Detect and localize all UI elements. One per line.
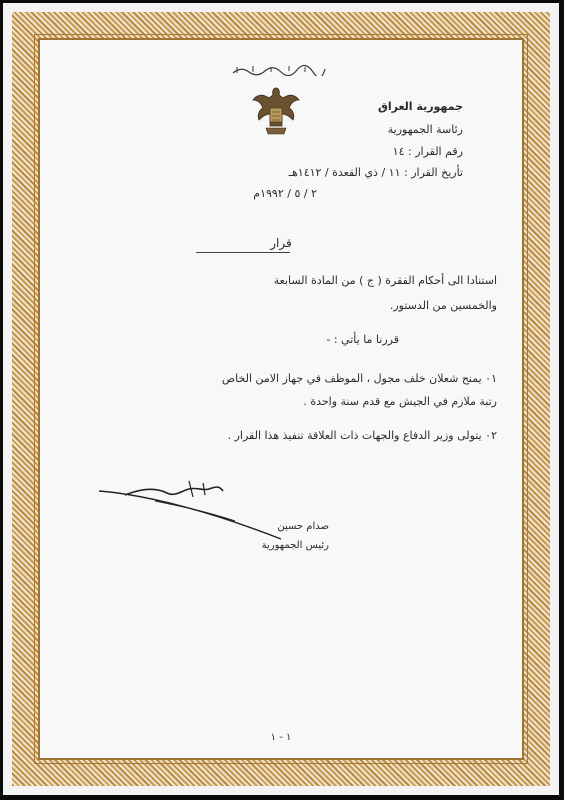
item-1-line-1: ٠١ يمنح شعلان خلف مجول ، الموظف في جهاز الامن الخاص (221, 372, 497, 385)
document-sheet (3, 3, 559, 795)
country-name: جمهورية العراق (378, 100, 463, 113)
handwritten-signature (85, 477, 305, 547)
page-marker: ١ - ١ (270, 732, 292, 743)
iraq-eagle-emblem-icon (251, 82, 301, 140)
item-2: ٠٢ يتولى وزير الدفاع والجهات ذات العلاقة تنفيذ هذا القرار . (227, 429, 497, 442)
preamble-line-2: والخمسين من الدستور. (389, 299, 497, 312)
signatory-name: صدام حسين (277, 521, 329, 532)
basmala-calligraphy (231, 64, 327, 76)
title-underline (196, 252, 290, 253)
document-content (3, 3, 559, 795)
decision-date-gregorian: ٢ / ٥ / ١٩٩٢م (253, 187, 317, 200)
preamble-line-1: استنادا الى أحكام الفقرة ( ج ) من المادة السابعة (273, 274, 497, 287)
document-title: قرار (270, 236, 292, 250)
decision-number: رقم القرار : ١٤ (392, 145, 463, 158)
decision-date-hijri: تأريخ القرار : ١١ / ذي القعدة / ١٤١٢هـ (288, 166, 463, 179)
signatory-title: رئيس الجمهورية (261, 540, 329, 551)
item-1-line-2: رتبة ملازم في الجيش مع قدم سنة واحدة . (303, 395, 497, 408)
presidency-office: رئاسة الجمهورية (387, 123, 463, 136)
decided-heading: قررنا ما يأتي : - (326, 333, 399, 346)
